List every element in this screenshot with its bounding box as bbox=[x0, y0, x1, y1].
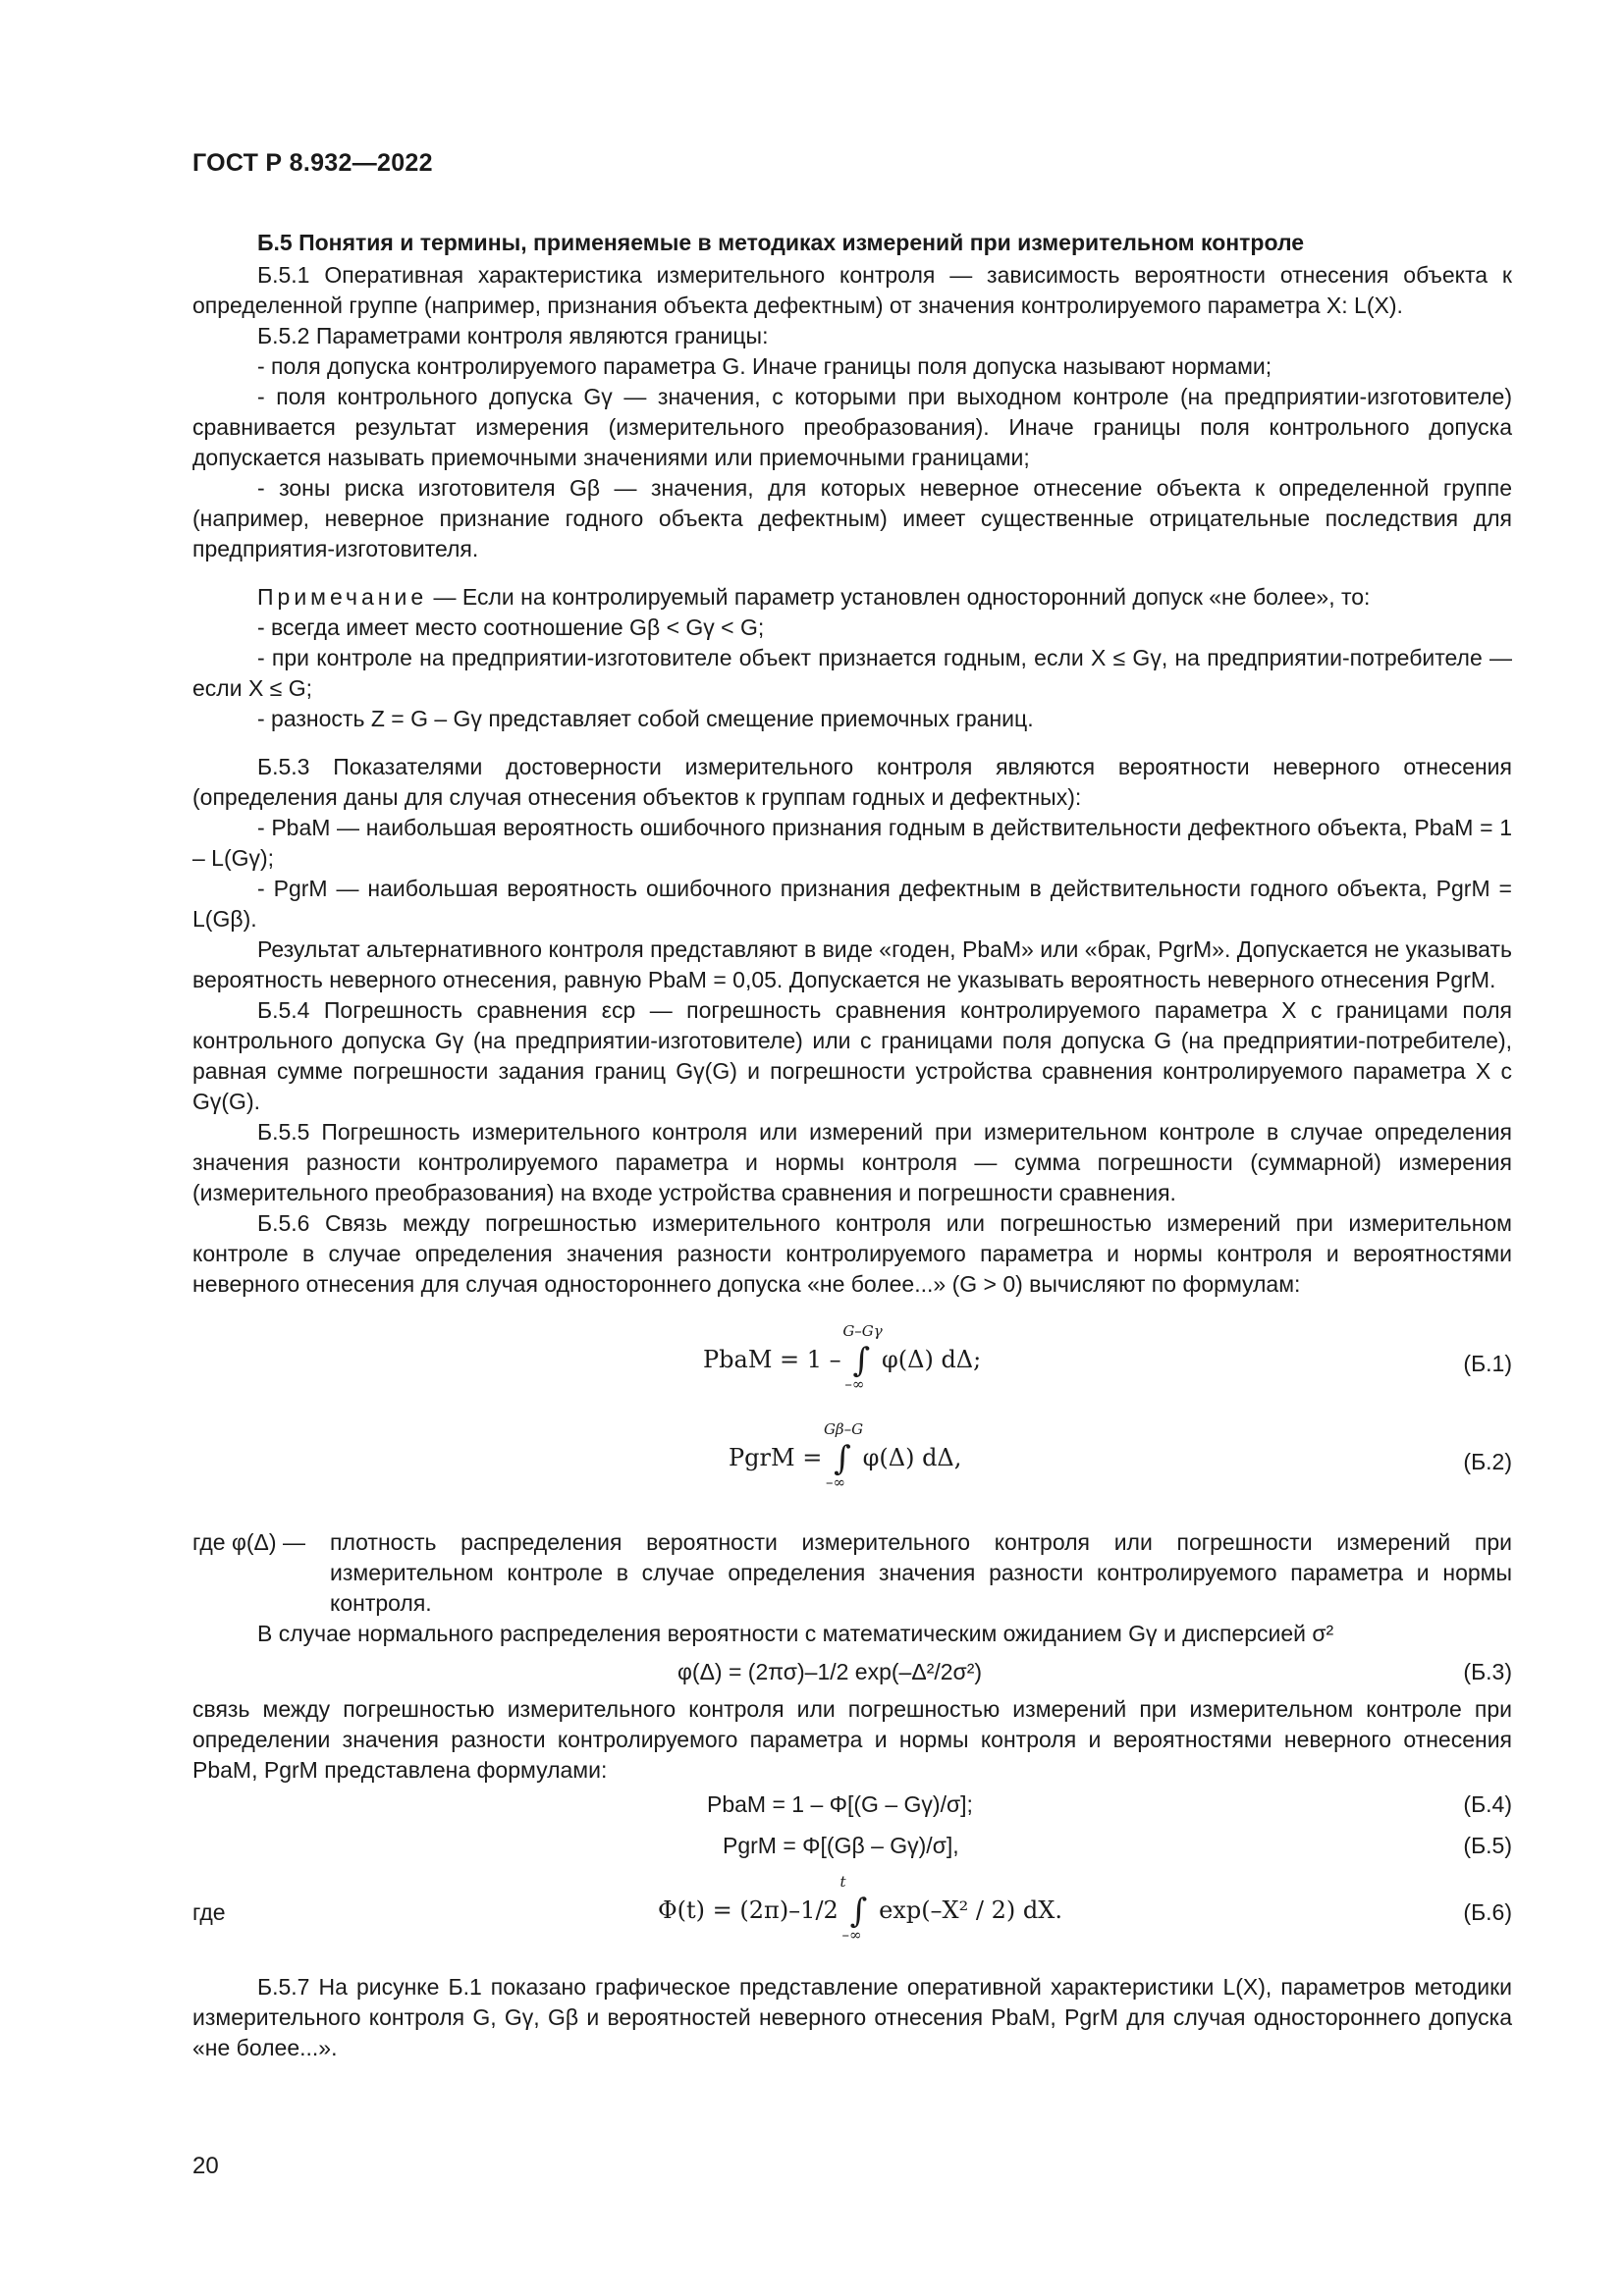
where-phi-text: плотность распределения вероятности измерительного контроля или погрешности измерений при измерительном контроле в случае определения значения разности контролируемого параметра и нормы контроля. bbox=[330, 1529, 1512, 1616]
eq-b1-upper-limit: G–Gγ bbox=[842, 1322, 883, 1340]
list-item-tolerance: - поля допуска контролируемого параметра G. Иначе границы поля допуска называют нормами; bbox=[257, 353, 1272, 379]
eq-b1-number: (Б.1) bbox=[1463, 1351, 1512, 1376]
paragraph-b-5-4: Б.5.4 Погрешность сравнения εср — погрешность сравнения контролируемого параметра X с границами поля контрольного допуска Gγ (на предприятии-изготовителе) или с границами поля допуска G (на предприятии-потребителе), равная сумме погрешности задания границ Gγ(G) и погрешности устройства сравнения контролируемого параметра X с Gγ(G). bbox=[192, 997, 1512, 1114]
eq-b2-lower-limit: –∞ bbox=[825, 1473, 845, 1491]
equation-b-5 bbox=[192, 1829, 1512, 1862]
where-phi-definition bbox=[192, 1527, 1512, 1619]
eq-b6-lower-limit: –∞ bbox=[841, 1926, 862, 1944]
eq-b4-number: (Б.4) bbox=[1463, 1791, 1512, 1817]
equation-b-6 bbox=[192, 1873, 1512, 1954]
integral-sign: ∫ Gβ–G –∞ bbox=[830, 1444, 855, 1474]
eq-b2-number: (Б.2) bbox=[1463, 1449, 1512, 1474]
eq-b2-upper-limit: Gβ–G bbox=[823, 1420, 864, 1438]
eq-b6-upper-limit: t bbox=[839, 1873, 846, 1891]
paragraph-b-5-1: Б.5.1 Оперативная характеристика измерительного контроля — зависимость вероятности отнесения объекта к определенной группе (например, признания объекта дефектным) от значения контролируемого параметра X: L(X). bbox=[192, 262, 1512, 318]
eq-b2-rhs: φ(Δ) dΔ, bbox=[862, 1444, 962, 1471]
paragraph-relation: связь между погрешностью измерительного контроля или погрешностью измерений при измерительном контроле при определении значения разности контролируемого параметра и нормы контроля и вероятностями неверного отнесения PbaM, PgrM представлена формулами: bbox=[192, 1696, 1512, 1783]
paragraph-normal-distribution: В случае нормального распределения вероятности с математическим ожиданием Gγ и дисперсией σ² bbox=[257, 1621, 1334, 1646]
page-number: 20 bbox=[192, 2153, 219, 2179]
equation-b-3 bbox=[192, 1653, 1512, 1694]
note-item-relation: - всегда имеет место соотношение Gβ < Gγ < G; bbox=[257, 614, 765, 640]
equation-b-4 bbox=[192, 1788, 1512, 1821]
paragraph-b-5-7: Б.5.7 На рисунке Б.1 показано графическое представление оперативной характеристики L(X), параметров методики измерительного контроля G, Gγ, Gβ и вероятностей неверного отнесения PbaM, PgrM для случая одностороннего допуска «не более...». bbox=[192, 1974, 1512, 2060]
document-header: ГОСТ Р 8.932—2022 bbox=[192, 149, 433, 177]
eq-b5-expression: PgrM = Φ[(Gβ – Gγ)/σ], bbox=[723, 1833, 959, 1858]
list-item-risk-zone: - зоны риска изготовителя Gβ — значения, для которых неверное отнесение объекта к определенной группе (например, неверное признание годного объекта дефектным) имеет существенные отрицательные последствия для предприятия-изготовителя. bbox=[192, 475, 1512, 561]
note-label: Примечание bbox=[257, 584, 428, 610]
eq-b1-lhs: PbaM = 1 – bbox=[703, 1346, 841, 1373]
equation-b-1 bbox=[192, 1322, 1512, 1412]
section-title: Б.5 Понятия и термины, применяемые в методиках измерений при измерительном контроле bbox=[257, 230, 1305, 255]
note-text: — Если на контролируемый параметр установлен односторонний допуск «не более», то: bbox=[433, 584, 1371, 610]
paragraph-b-5-5: Б.5.5 Погрешность измерительного контроля или измерений при измерительном контроле в случае определения значения разности контролируемого параметра и нормы контроля — сумма погрешности (суммарной) измерения (измерительного преобразования) на входе устройства сравнения и погрешности сравнения. bbox=[192, 1119, 1512, 1205]
page-body bbox=[192, 228, 1512, 2063]
eq-b1-rhs: φ(Δ) dΔ; bbox=[881, 1346, 982, 1373]
list-item-pgrm: - PgrM — наибольшая вероятность ошибочного признания дефектным в действительности годного объекта, PgrM = L(Gβ). bbox=[192, 876, 1512, 932]
paragraph-b-5-6: Б.5.6 Связь между погрешностью измерительного контроля или погрешностью измерений при измерительном контроле в случае определения значения разности контролируемого параметра и нормы контроля и вероятностями неверного отнесения для случая одностороннего допуска «не более...» (G > 0) вычисляют по формулам: bbox=[192, 1210, 1512, 1297]
integral-sign: ∫ t –∞ bbox=[845, 1896, 871, 1927]
eq-b3-number: (Б.3) bbox=[1463, 1659, 1512, 1684]
eq-b6-lhs: Φ(t) = (2π)–1/2 bbox=[658, 1896, 839, 1924]
eq-b5-number: (Б.5) bbox=[1463, 1833, 1512, 1858]
equation-b-2 bbox=[192, 1420, 1512, 1510]
paragraph-b-5-2: Б.5.2 Параметрами контроля являются границы: bbox=[257, 323, 769, 348]
list-item-control-tolerance: - поля контрольного допуска Gγ — значения, с которыми при выходном контроле (на предприятии-изготовителе) сравнивается результат измерения (измерительного преобразования). Иначе границы поля контрольного допуска допускается называть приемочными значениями или приемочными границами; bbox=[192, 384, 1512, 470]
eq-b6-rhs: exp(–X² / 2) dX. bbox=[879, 1896, 1062, 1924]
note-item-acceptance: - при контроле на предприятии-изготовителе объект признается годным, если X ≤ Gγ, на предприятии-потребителе — если X ≤ G; bbox=[192, 645, 1512, 701]
eq-b2-lhs: PgrM = bbox=[729, 1444, 823, 1471]
paragraph-alternative-control: Результат альтернативного контроля представляют в виде «годен, PbaM» или «брак, PgrM». Допускается не указывать вероятность неверного отнесения, равную PbaM = 0,05. Допускается не указывать вероятность неверного отнесения PgrM. bbox=[192, 936, 1512, 992]
eq-b1-lower-limit: –∞ bbox=[844, 1375, 865, 1393]
list-item-pbam: - PbaM — наибольшая вероятность ошибочного признания годным в действительности дефектного объекта, PbaM = 1 – L(Gγ); bbox=[192, 815, 1512, 871]
note-item-difference: - разность Z = G – Gγ представляет собой смещение приемочных границ. bbox=[257, 706, 1034, 731]
where-phi-label: где φ(Δ) — bbox=[192, 1529, 305, 1555]
note-paragraph bbox=[192, 582, 1512, 613]
integral-sign: ∫ G–Gγ –∞ bbox=[848, 1346, 874, 1376]
paragraph-b-5-3: Б.5.3 Показателями достоверности измерительного контроля являются вероятности неверного отнесения (определения даны для случая отнесения объектов к группам годных и дефектных): bbox=[192, 754, 1512, 810]
eq-b6-where-label: где bbox=[192, 1899, 226, 1925]
eq-b3-expression: φ(Δ) = (2πσ)–1/2 exp(–Δ²/2σ²) bbox=[677, 1659, 983, 1684]
eq-b4-expression: PbaM = 1 – Φ[(G – Gγ)/σ]; bbox=[707, 1791, 973, 1817]
eq-b6-number: (Б.6) bbox=[1463, 1899, 1512, 1925]
